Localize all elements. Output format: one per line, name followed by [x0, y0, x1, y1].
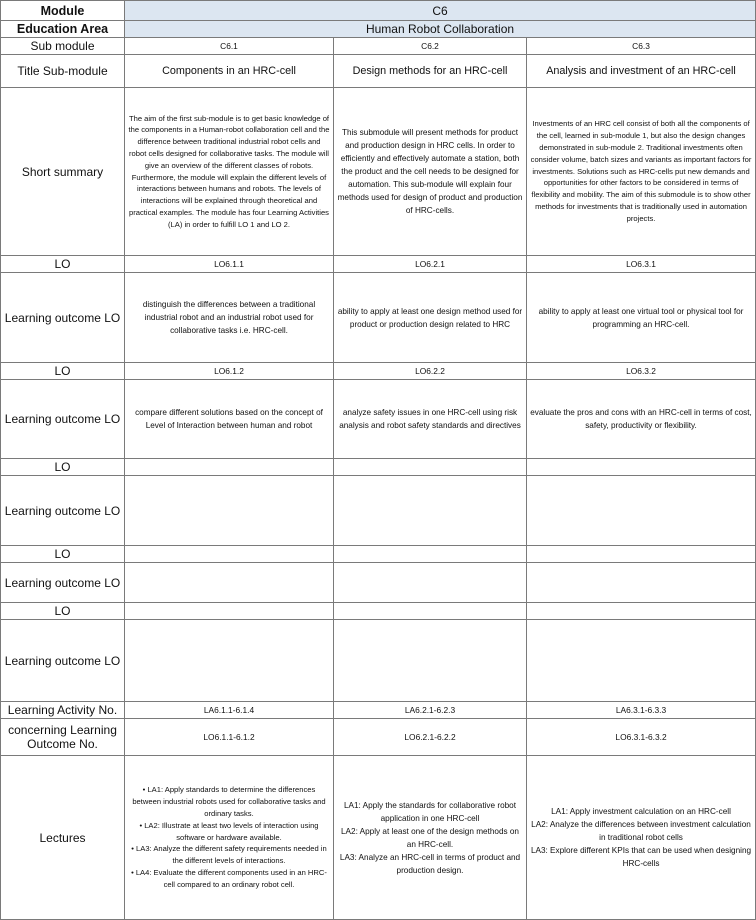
- lo-text-6-1-2: compare different solutions based on the concept of Level of Interaction between human and robot: [125, 380, 334, 459]
- lo-text-6-3-1: ability to apply at least one virtual tool or physical tool for programming an HRC-cell.: [527, 273, 756, 363]
- lo-code-6-2-2: LO6.2.2: [334, 363, 527, 380]
- row-lo-5: [1, 603, 756, 620]
- lo-text-6-3-2: evaluate the pros and cons with an HRC-cell in terms of cost, safety, productivity or flexibility.: [527, 380, 756, 459]
- row-title: [1, 55, 756, 88]
- row-lo-3: [1, 459, 756, 476]
- lo-text-6-1-1: distinguish the differences between a traditional industrial robot and an industrial robot used for collaborative tasks i.e. HRC-cell.: [125, 273, 334, 363]
- lo-code-6-2-1: LO6.2.1: [334, 256, 527, 273]
- row-lo-1: [1, 256, 756, 273]
- lecture-item: LA2: Apply at least one of the design methods on an HRC-cell.: [341, 826, 519, 849]
- summary-c6-2: This submodule will present methods for product and production design in HRC cells. In order to efficiently and effectively automate a station, both the product and the cell needs to be designed for automation. This sub-module will explain four methods used for design of product and production of HRC-cells.: [334, 88, 527, 256]
- label-learning-outcome: Learning outcome LO: [1, 620, 125, 702]
- outcome-no-c6-2: LO6.2.1-6.2.2: [334, 719, 527, 756]
- empty-cell: [334, 620, 527, 702]
- lecture-item: LA2: Analyze the differences between investment calculation in traditional robot cells: [531, 820, 751, 842]
- title-c6-2: Design methods for an HRC-cell: [334, 55, 527, 88]
- row-learning-outcome-4: [1, 563, 756, 603]
- row-lectures: [1, 756, 756, 920]
- sub-module-c6-1: C6.1: [125, 38, 334, 55]
- empty-cell: [527, 620, 756, 702]
- lecture-list: [530, 805, 752, 870]
- label-education-area: Education Area: [1, 21, 125, 38]
- lo-code-6-1-1: LO6.1.1: [125, 256, 334, 273]
- lecture-item: • LA2: Illustrate at least two levels of interaction using software or hardware available.: [139, 820, 319, 842]
- title-c6-3: Analysis and investment of an HRC-cell: [527, 55, 756, 88]
- lecture-item: LA1: Apply the standards for collaborative robot application in one HRC-cell: [343, 800, 517, 823]
- label-learning-outcome: Learning outcome LO: [1, 380, 125, 459]
- row-education-area: [1, 21, 756, 38]
- lo-code-6-1-2: LO6.1.2: [125, 363, 334, 380]
- label-learning-outcome: Learning outcome LO: [1, 563, 125, 603]
- row-module: [1, 1, 756, 21]
- activity-no-c6-2: LA6.2.1-6.2.3: [334, 702, 527, 719]
- lecture-item: LA3: Explore different KPIs that can be used when designing HRC-cells: [530, 846, 752, 868]
- label-short-summary: Short summary: [1, 88, 125, 256]
- row-learning-activity-no: [1, 702, 756, 719]
- lecture-item: LA3: Analyze an HRC-cell in terms of product and production design.: [339, 852, 521, 875]
- activity-no-c6-1: LA6.1.1-6.1.4: [125, 702, 334, 719]
- row-lo-2: [1, 363, 756, 380]
- lectures-c6-2: [334, 756, 527, 920]
- module-value: C6: [125, 1, 756, 21]
- empty-cell: [527, 546, 756, 563]
- empty-cell: [125, 476, 334, 546]
- label-module: Module: [1, 1, 125, 21]
- lecture-item: • LA1: Apply standards to determine the differences between industrial robots used for collaborative tasks and ordinary tasks.: [132, 785, 326, 818]
- lo-code-6-3-2: LO6.3.2: [527, 363, 756, 380]
- activity-no-c6-3: LA6.3.1-6.3.3: [527, 702, 756, 719]
- label-lo: LO: [1, 256, 125, 273]
- label-lo: LO: [1, 363, 125, 380]
- empty-cell: [334, 563, 527, 603]
- row-learning-outcome-1: [1, 273, 756, 363]
- empty-cell: [125, 563, 334, 603]
- sub-module-c6-3: C6.3: [527, 38, 756, 55]
- lectures-c6-1: [125, 756, 334, 920]
- row-learning-outcome-3: [1, 476, 756, 546]
- empty-cell: [334, 476, 527, 546]
- empty-cell: [125, 620, 334, 702]
- label-concerning-lo-no: concerning Learning Outcome No.: [1, 719, 125, 756]
- empty-cell: [334, 459, 527, 476]
- lecture-list: [128, 784, 330, 890]
- row-short-summary: [1, 88, 756, 256]
- lectures-c6-3: [527, 756, 756, 920]
- row-lo-4: [1, 546, 756, 563]
- title-c6-1: Components in an HRC-cell: [125, 55, 334, 88]
- lo-code-6-3-1: LO6.3.1: [527, 256, 756, 273]
- row-concerning-lo-no: [1, 719, 756, 756]
- label-lectures: Lectures: [1, 756, 125, 920]
- row-learning-outcome-2: [1, 380, 756, 459]
- empty-cell: [334, 603, 527, 620]
- row-learning-outcome-5: [1, 620, 756, 702]
- label-lo: LO: [1, 459, 125, 476]
- label-learning-outcome: Learning outcome LO: [1, 273, 125, 363]
- lecture-item: • LA4: Evaluate the different components used in an HRC-cell compared to an ordinary robot cell.: [131, 867, 327, 889]
- empty-cell: [125, 603, 334, 620]
- label-learning-activity-no: Learning Activity No.: [1, 702, 125, 719]
- lo-text-6-2-1: ability to apply at least one design method used for product or production design related to HRC: [334, 273, 527, 363]
- lo-text-6-2-2: analyze safety issues in one HRC-cell using risk analysis and robot safety standards and directives: [334, 380, 527, 459]
- sub-module-c6-2: C6.2: [334, 38, 527, 55]
- empty-cell: [527, 476, 756, 546]
- outcome-no-c6-1: LO6.1.1-6.1.2: [125, 719, 334, 756]
- outcome-no-c6-3: LO6.3.1-6.3.2: [527, 719, 756, 756]
- empty-cell: [125, 459, 334, 476]
- row-sub-module: [1, 38, 756, 55]
- label-learning-outcome: Learning outcome LO: [1, 476, 125, 546]
- empty-cell: [125, 546, 334, 563]
- empty-cell: [527, 563, 756, 603]
- empty-cell: [334, 546, 527, 563]
- summary-c6-1: The aim of the first sub-module is to get basic knowledge of the components in a Human-robot collaboration cell and the difference between traditional industrial robot cells and robot cells designed for collaborative tasks. The module will give an overview of the different classes of robots. Furthermore, the module will explain the different levels of interactions between humans and robots. The levels of interactions will be explained through theoretical and practical examples. The module has four Learning Activities (LA) in order to fulfill LO 1 and LO 2.: [125, 88, 334, 256]
- lecture-list: [337, 799, 523, 877]
- lecture-item: LA1: Apply investment calculation on an HRC-cell: [551, 807, 731, 816]
- summary-c6-3: Investments of an HRC cell consist of both all the components of the cell, learned in sub-module 1, but also the design changes demonstrated in sub-module 2. Traditional investments often consider volume, batch sizes and variants as important factors for investments. Solutions such as HRC-cells put new demands and opportunities for other factors to be considered in terms of flexibility and mobility. The aim of this submodule is to show other methods for investments that is traditionally used in automation projects.: [527, 88, 756, 256]
- label-lo: LO: [1, 546, 125, 563]
- education-area-value: Human Robot Collaboration: [125, 21, 756, 38]
- empty-cell: [527, 603, 756, 620]
- label-sub-module: Sub module: [1, 38, 125, 55]
- label-lo: LO: [1, 603, 125, 620]
- label-title-sub-module: Title Sub-module: [1, 55, 125, 88]
- lecture-item: • LA3: Analyze the different safety requirements needed in the different levels of interactions.: [131, 844, 327, 866]
- empty-cell: [527, 459, 756, 476]
